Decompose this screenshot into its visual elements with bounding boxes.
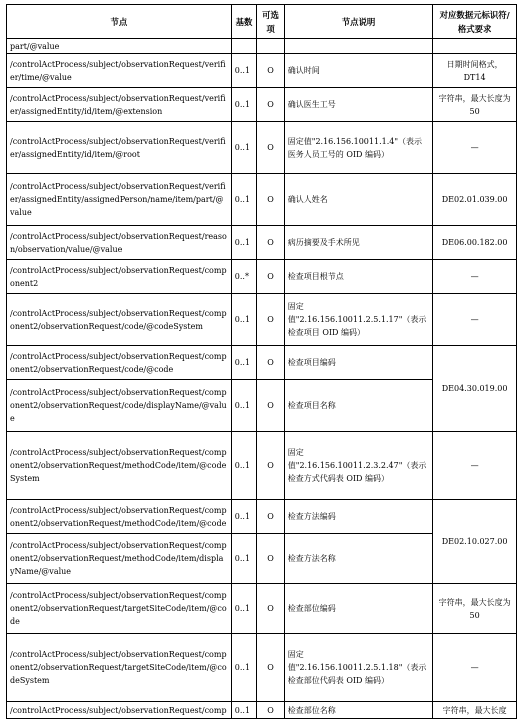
header-optional: 可选项 [257, 5, 285, 39]
data-element-cell: — [433, 260, 517, 294]
optional-cell: O [257, 534, 285, 584]
table-row [7, 584, 517, 634]
data-element-cell: DE06.00.182.00 [433, 226, 517, 260]
optional-cell: O [257, 432, 285, 500]
description-cell: 固定值"2.16.156.10011.2.5.1.17"（表示检查项目 OID 编码） [284, 294, 432, 346]
header-row [7, 5, 517, 39]
node-path-cell: /controlActProcess/subject/observationRequest/component2/observationRequest/targetSiteCode/item/@code [7, 584, 232, 634]
cardinality-cell: 0..1 [231, 294, 256, 346]
description-cell: 检查项目编码 [284, 346, 432, 380]
cardinality-cell: 0..1 [231, 634, 256, 702]
description-cell: 病历摘要及手术所见 [284, 226, 432, 260]
node-path-cell: /controlActProcess/subject/observationRequest/verifier/assignedEntity/assignedPerson/name/item/part/@value [7, 174, 232, 226]
node-path-cell: /controlActProcess/subject/observationRequest/component2/observationRequest/methodCode/item/displayName/@value [7, 534, 232, 584]
spec-table [6, 4, 517, 719]
description-cell: 检查部位编码 [284, 584, 432, 634]
node-path-cell: /controlActProcess/subject/observationRequest/component2/observationRequest/targetSiteCode/item/@codeSystem [7, 634, 232, 702]
description-cell: 固定值"2.16.156.10011.1.4"（表示医务人员工号的 OID 编码） [284, 122, 432, 174]
cardinality-cell: 0..1 [231, 174, 256, 226]
cardinality-cell: 0..1 [231, 88, 256, 122]
optional-cell [257, 39, 285, 54]
cardinality-cell: 0..1 [231, 534, 256, 584]
table-row [7, 39, 517, 54]
optional-cell: O [257, 54, 285, 88]
description-cell: 固定值"2.16.156.10011.2.3.2.47"（表示检查方式代码表 OID 编码） [284, 432, 432, 500]
optional-cell: O [257, 260, 285, 294]
node-path-cell: /controlActProcess/subject/observationRequest/component2/observationRequest/methodCode/item/@code [7, 500, 232, 534]
table-row [7, 54, 517, 88]
cardinality-cell: 0..1 [231, 226, 256, 260]
header-cardinality: 基数 [231, 5, 256, 39]
node-path-cell: /controlActProcess/subject/observationRequest/component2/observationRequest/code/displayName/@value [7, 380, 232, 432]
table-row [7, 432, 517, 500]
cardinality-cell: 0..1 [231, 54, 256, 88]
optional-cell: O [257, 702, 285, 719]
optional-cell: O [257, 584, 285, 634]
table-row [7, 226, 517, 260]
data-element-cell: 字符串，最大长度为 50 [433, 584, 517, 634]
cardinality-cell: 0..1 [231, 432, 256, 500]
optional-cell: O [257, 174, 285, 226]
table-row [7, 702, 517, 719]
header-description: 节点说明 [284, 5, 432, 39]
data-element-cell: — [433, 634, 517, 702]
table-row [7, 260, 517, 294]
table-row [7, 500, 517, 534]
data-element-cell: — [433, 432, 517, 500]
data-element-cell [433, 39, 517, 54]
description-cell [284, 39, 432, 54]
data-element-cell: DE02.10.027.00 [433, 500, 517, 584]
cardinality-cell: 0..1 [231, 122, 256, 174]
node-path-cell: /controlActProcess/subject/observationRequest/verifier/time/@value [7, 54, 232, 88]
data-element-cell: — [433, 122, 517, 174]
header-node: 节点 [7, 5, 232, 39]
node-path-cell: /controlActProcess/subject/observationRequest/component2/observationRequest/methodCode/item/@codeSystem [7, 432, 232, 500]
data-element-cell: 字符串，最大长度 [433, 702, 517, 719]
description-cell: 确认人姓名 [284, 174, 432, 226]
optional-cell: O [257, 380, 285, 432]
table-row [7, 346, 517, 380]
description-cell: 固定值"2.16.156.10011.2.5.1.18"（表示检查部位代码表 OID 编码） [284, 634, 432, 702]
table-row [7, 634, 517, 702]
data-element-cell: 字符串，最大长度为 50 [433, 88, 517, 122]
description-cell: 检查项目根节点 [284, 260, 432, 294]
description-cell: 检查项目名称 [284, 380, 432, 432]
description-cell: 检查方法编码 [284, 500, 432, 534]
table-row [7, 174, 517, 226]
node-path-cell: /controlActProcess/subject/observationRequest/component2/observationRequest/code/@code [7, 346, 232, 380]
table-row [7, 122, 517, 174]
optional-cell: O [257, 634, 285, 702]
cardinality-cell: 0..1 [231, 380, 256, 432]
cardinality-cell: 0..* [231, 260, 256, 294]
table-row [7, 294, 517, 346]
node-path-cell: part/@value [7, 39, 232, 54]
data-element-cell: DE02.01.039.00 [433, 174, 517, 226]
optional-cell: O [257, 346, 285, 380]
cardinality-cell: 0..1 [231, 702, 256, 719]
description-cell: 检查部位名称 [284, 702, 432, 719]
description-cell: 检查方法名称 [284, 534, 432, 584]
optional-cell: O [257, 226, 285, 260]
cardinality-cell [231, 39, 256, 54]
optional-cell: O [257, 294, 285, 346]
node-path-cell: /controlActProcess/subject/observationRequest/component2 [7, 260, 232, 294]
data-element-cell: — [433, 294, 517, 346]
optional-cell: O [257, 122, 285, 174]
node-path-cell: /controlActProcess/subject/observationRequest/comp [7, 702, 232, 719]
optional-cell: O [257, 500, 285, 534]
data-element-cell: DE04.30.019.00 [433, 346, 517, 432]
cardinality-cell: 0..1 [231, 500, 256, 534]
node-path-cell: /controlActProcess/subject/observationRequest/reason/observation/value/@value [7, 226, 232, 260]
node-path-cell: /controlActProcess/subject/observationRequest/verifier/assignedEntity/id/item/@root [7, 122, 232, 174]
node-path-cell: /controlActProcess/subject/observationRequest/verifier/assignedEntity/id/item/@extension [7, 88, 232, 122]
description-cell: 确认时间 [284, 54, 432, 88]
cardinality-cell: 0..1 [231, 346, 256, 380]
optional-cell: O [257, 88, 285, 122]
header-data-element: 对应数据元标识符/格式要求 [433, 5, 517, 39]
description-cell: 确认医生工号 [284, 88, 432, 122]
data-element-cell: 日期时间格式，DT14 [433, 54, 517, 88]
table-row [7, 88, 517, 122]
node-path-cell: /controlActProcess/subject/observationRequest/component2/observationRequest/code/@codeSystem [7, 294, 232, 346]
cardinality-cell: 0..1 [231, 584, 256, 634]
